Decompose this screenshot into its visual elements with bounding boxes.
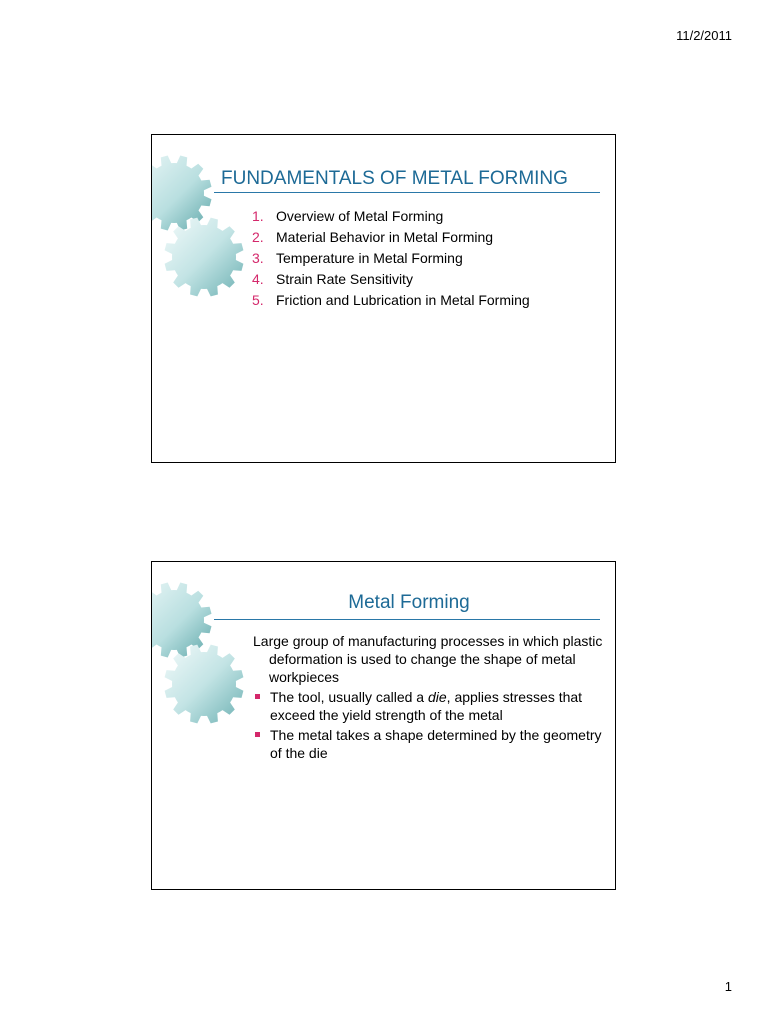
item-text: Overview of Metal Forming <box>276 208 444 224</box>
bullet-square-icon <box>255 732 260 737</box>
list-item <box>252 206 530 227</box>
list-item <box>252 248 530 269</box>
title-divider <box>214 192 600 193</box>
outline-list <box>252 206 530 311</box>
slide-1 <box>151 134 616 463</box>
lead-paragraph: Large group of manufacturing processes in which plastic deformation is used to change the shape of metal workpieces <box>253 633 603 685</box>
slide-2 <box>151 561 616 890</box>
bullet-text: The metal takes a shape determined by the geometry of the die <box>270 727 602 761</box>
item-text: Temperature in Metal Forming <box>276 250 463 266</box>
bullet-text-end: , applies stresses that exceed the yield strength of the metal <box>270 689 583 723</box>
slide-title: Metal Forming <box>348 592 470 613</box>
bullet-square-icon <box>255 694 260 699</box>
list-item <box>252 227 530 248</box>
item-number: 5. <box>252 292 264 308</box>
item-text: Material Behavior in Metal Forming <box>276 229 494 245</box>
list-item <box>253 688 603 724</box>
list-item <box>252 269 530 290</box>
emphasized-term: die <box>427 689 447 705</box>
title-divider <box>214 619 600 620</box>
list-item <box>253 726 603 762</box>
bullet-text-start: The tool, usually called a <box>270 689 428 705</box>
page-number: 1 <box>724 979 732 994</box>
item-text: Friction and Lubrication in Metal Forming <box>276 292 530 308</box>
item-number: 2. <box>252 229 264 245</box>
item-number: 3. <box>252 250 264 266</box>
item-number: 4. <box>252 271 264 287</box>
list-item <box>252 290 530 311</box>
bullet-list <box>253 688 603 762</box>
slide-title: FUNDAMENTALS OF METAL FORMING <box>221 168 568 189</box>
item-text: Strain Rate Sensitivity <box>276 271 413 287</box>
slide-body <box>253 632 603 764</box>
page-date: 11/2/2011 <box>676 28 732 43</box>
item-number: 1. <box>252 208 264 224</box>
